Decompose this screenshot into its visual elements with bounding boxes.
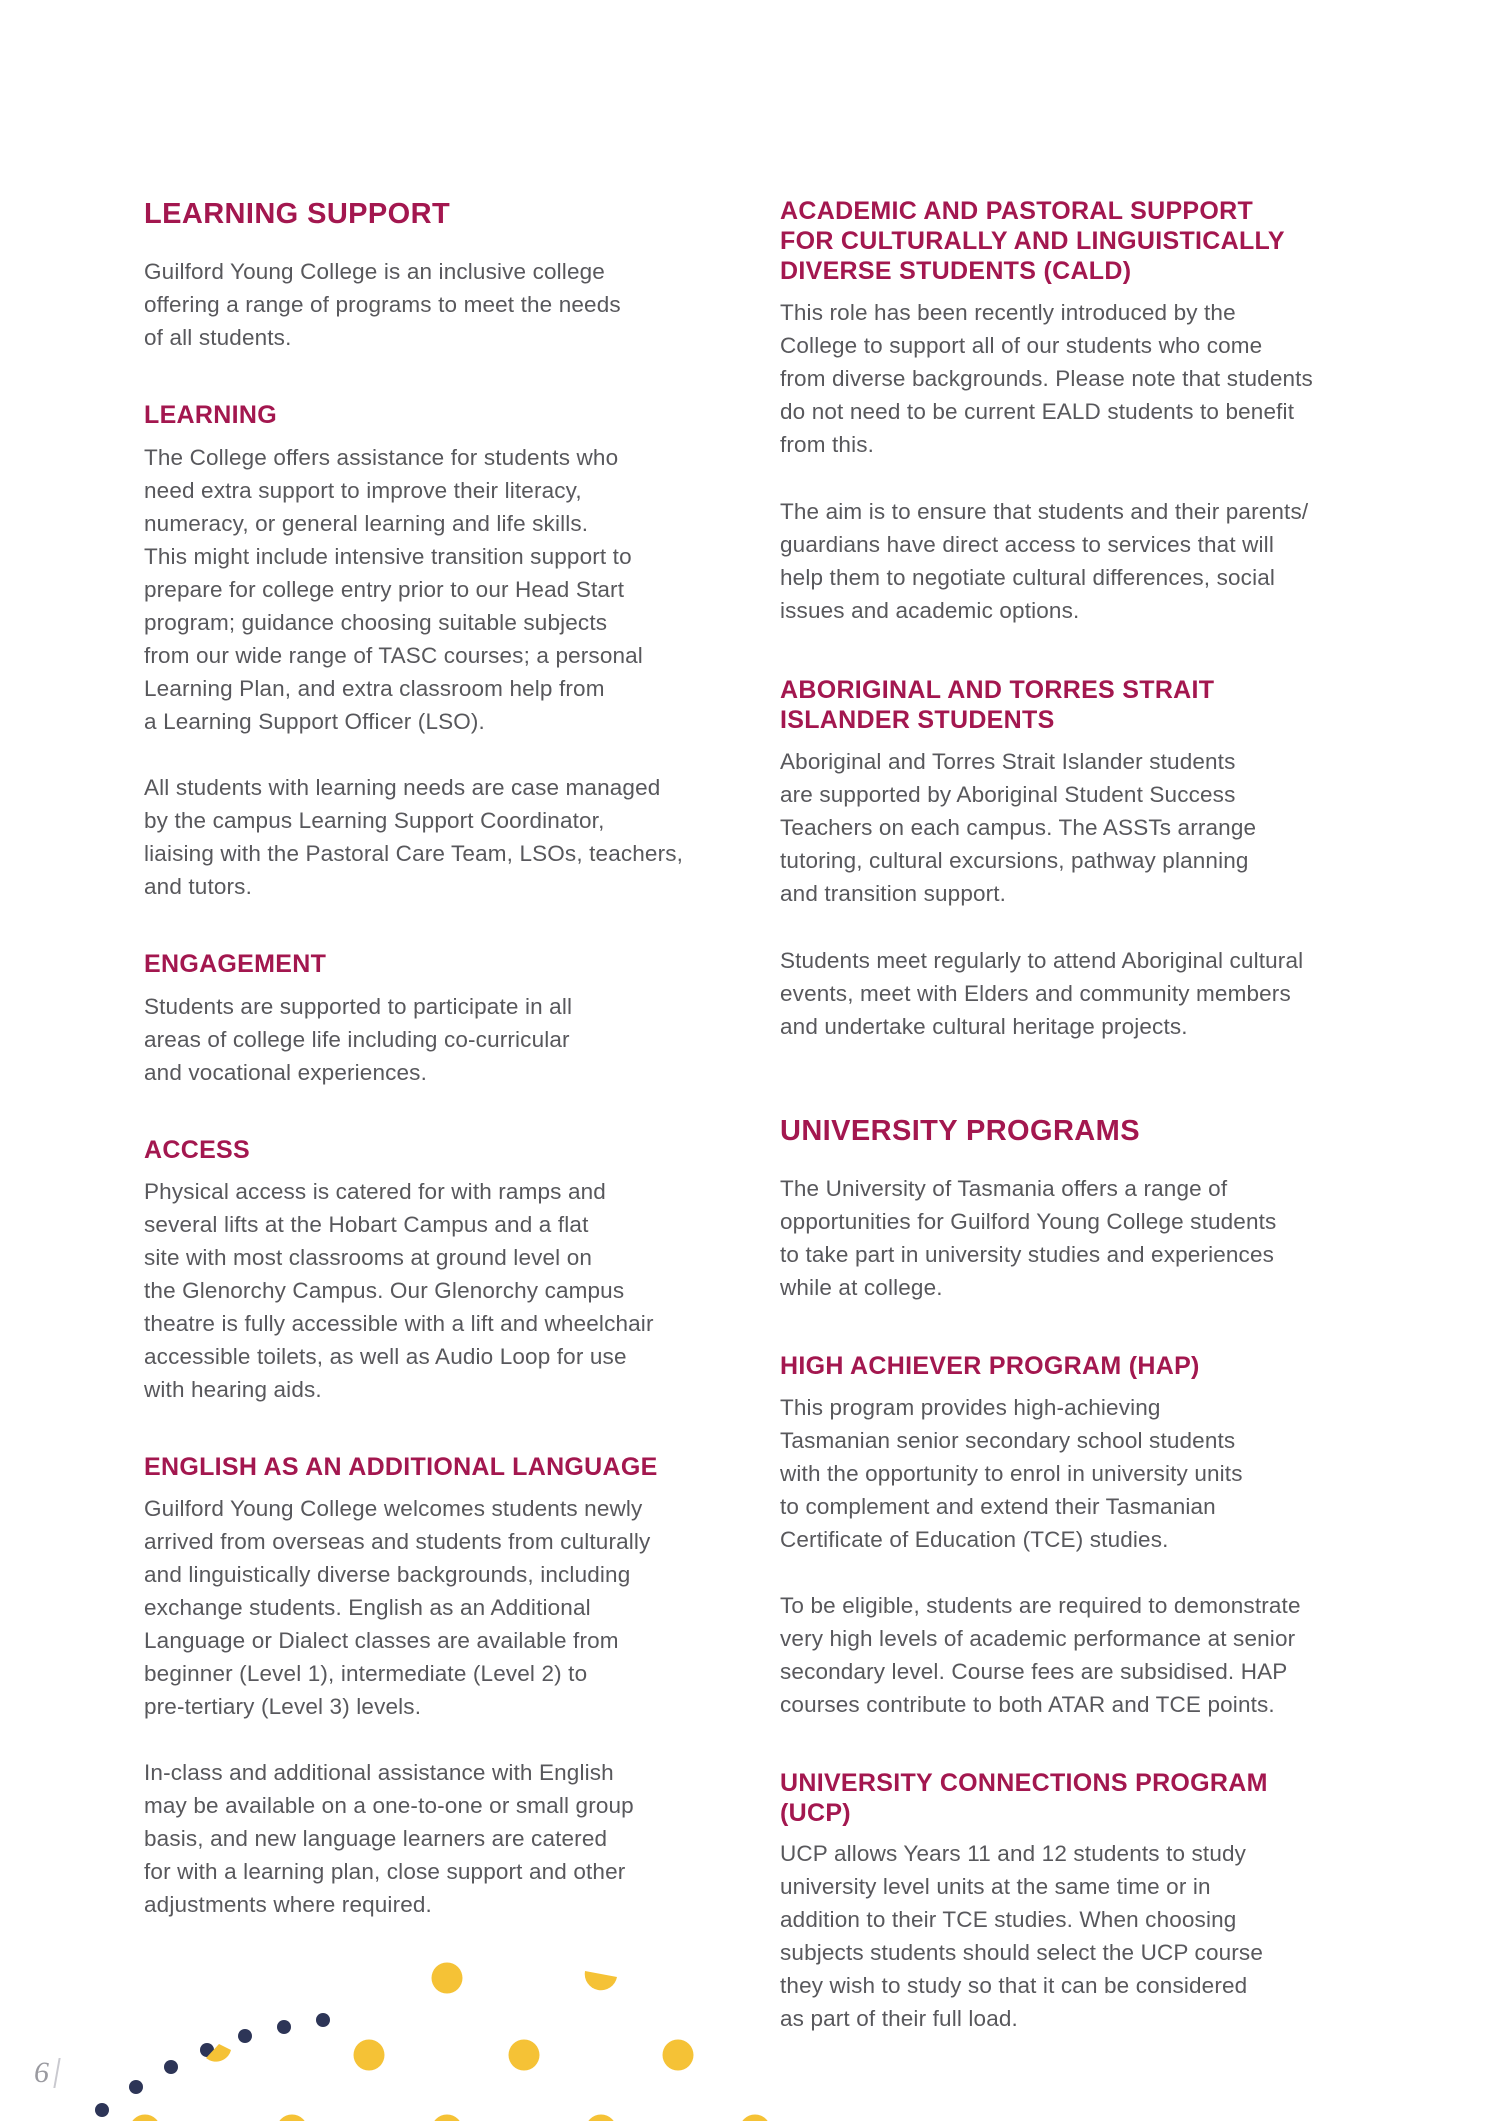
navy-dot: [238, 2029, 252, 2043]
yellow-dot: [354, 2040, 385, 2071]
yellow-half-dot: [585, 1971, 617, 1990]
navy-dot: [95, 2103, 109, 2117]
page-number: 6: [34, 2056, 49, 2089]
hap-paragraph-1: This program provides high-achieving Tasmanian senior secondary school students with the opportunity to enrol in university units to complement and extend their Tasmanian Certificate of Education (TCE) studies.: [780, 1395, 1243, 1552]
eal-paragraph-1: Guilford Young College welcomes students newly arrived from overseas and students from culturally and linguistically diverse backgrounds, including exchange students. English as an Additional Language or Dialect classes are available from beginner (Level 1), intermediate (Level 2) to pre-tertiary (Level 3) levels.: [144, 1496, 651, 1719]
atsi-heading: ABORIGINAL AND TORRES STRAIT ISLANDER STUDENTS: [780, 676, 1215, 734]
university-programs-intro: The University of Tasmania offers a range of opportunities for Guilford Young College students to take part in university studies and experiences while at college.: [780, 1176, 1277, 1300]
navy-dot: [277, 2020, 291, 2034]
yellow-dot: [509, 2040, 540, 2071]
learning-support-intro: Guilford Young College is an inclusive college offering a range of programs to meet the needs of all students.: [144, 259, 621, 350]
yellow-partial-dot: [206, 2044, 231, 2062]
yellow-dot: [432, 2115, 463, 2121]
yellow-dot: [740, 2115, 771, 2121]
ucp-paragraph: UCP allows Years 11 and 12 students to study university level units at the same time or in addition to their TCE studies. When choosing subjects students should select the UCP course they wish to study so that it can be considered as part of their full load.: [780, 1841, 1263, 2031]
yellow-dot: [130, 2115, 161, 2121]
hap-heading: HIGH ACHIEVER PROGRAM (HAP): [780, 1352, 1200, 1380]
learning-heading: LEARNING: [144, 401, 277, 429]
navy-dot: [316, 2013, 330, 2027]
engagement-paragraph: Students are supported to participate in all areas of college life including co-curricular and vocational experiences.: [144, 994, 573, 1085]
navy-dot: [164, 2060, 178, 2074]
hap-paragraph-2: To be eligible, students are required to demonstrate very high levels of academic performance at senior secondary level. Course fees are subsidised. HAP courses contribute to both ATAR and TCE points.: [780, 1593, 1301, 1717]
learning-paragraph-1: The College offers assistance for students who need extra support to improve their literacy, numeracy, or general learning and life skills. This might include intensive transition support to prepare for college entry prior to our Head Start program; guidance choosing suitable subjects from our wide range of TASC courses; a personal Learning Plan, and extra classroom help from a Learning Support Officer (LSO).: [144, 445, 643, 734]
cald-heading: ACADEMIC AND PASTORAL SUPPORT FOR CULTURALLY AND LINGUISTICALLY DIVERSE STUDENTS (CALD): [780, 197, 1285, 285]
learning-paragraph-2: All students with learning needs are case managed by the campus Learning Support Coordinator, liaising with the Pastoral Care Team, LSOs, teachers, and tutors.: [144, 775, 684, 899]
eal-heading: ENGLISH AS AN ADDITIONAL LANGUAGE: [144, 1453, 658, 1481]
atsi-paragraph-2: Students meet regularly to attend Aboriginal cultural events, meet with Elders and community members and undertake cultural heritage projects.: [780, 948, 1304, 1039]
yellow-dot: [663, 2040, 694, 2071]
yellow-dot: [277, 2115, 308, 2121]
learning-support-title: LEARNING SUPPORT: [144, 198, 451, 230]
yellow-dot: [432, 1963, 463, 1994]
navy-dot: [129, 2080, 143, 2094]
atsi-paragraph-1: Aboriginal and Torres Strait Islander students are supported by Aboriginal Student Success Teachers on each campus. The ASSTs arrange tutoring, cultural excursions, pathway planning and transition support.: [780, 749, 1257, 906]
ucp-heading: UNIVERSITY CONNECTIONS PROGRAM (UCP): [780, 1769, 1268, 1827]
access-heading: ACCESS: [144, 1136, 250, 1164]
yellow-dot: [586, 2115, 617, 2121]
eal-paragraph-2: In-class and additional assistance with English may be available on a one-to-one or small group basis, and new language learners are catered for with a learning plan, close support and other adjustments where required.: [144, 1760, 634, 1917]
university-programs-title: UNIVERSITY PROGRAMS: [780, 1115, 1140, 1147]
page-number-divider: [53, 2058, 60, 2088]
access-paragraph: Physical access is catered for with ramps and several lifts at the Hobart Campus and a flat site with most classrooms at ground level on the Glenorchy Campus. Our Glenorchy campus theatre is fully accessible with a lift and wheelchair accessible toilets, as well as Audio Loop for use with hearing aids.: [144, 1179, 654, 1402]
engagement-heading: ENGAGEMENT: [144, 950, 327, 978]
cald-paragraph-1: This role has been recently introduced by the College to support all of our students who come from diverse backgrounds. Please note that students do not need to be current EALD students to benefit from this.: [780, 300, 1313, 457]
navy-dot: [200, 2043, 214, 2057]
cald-paragraph-2: The aim is to ensure that students and their parents/ guardians have direct access to services that will help them to negotiate cultural differences, social issues and academic options.: [780, 499, 1309, 623]
